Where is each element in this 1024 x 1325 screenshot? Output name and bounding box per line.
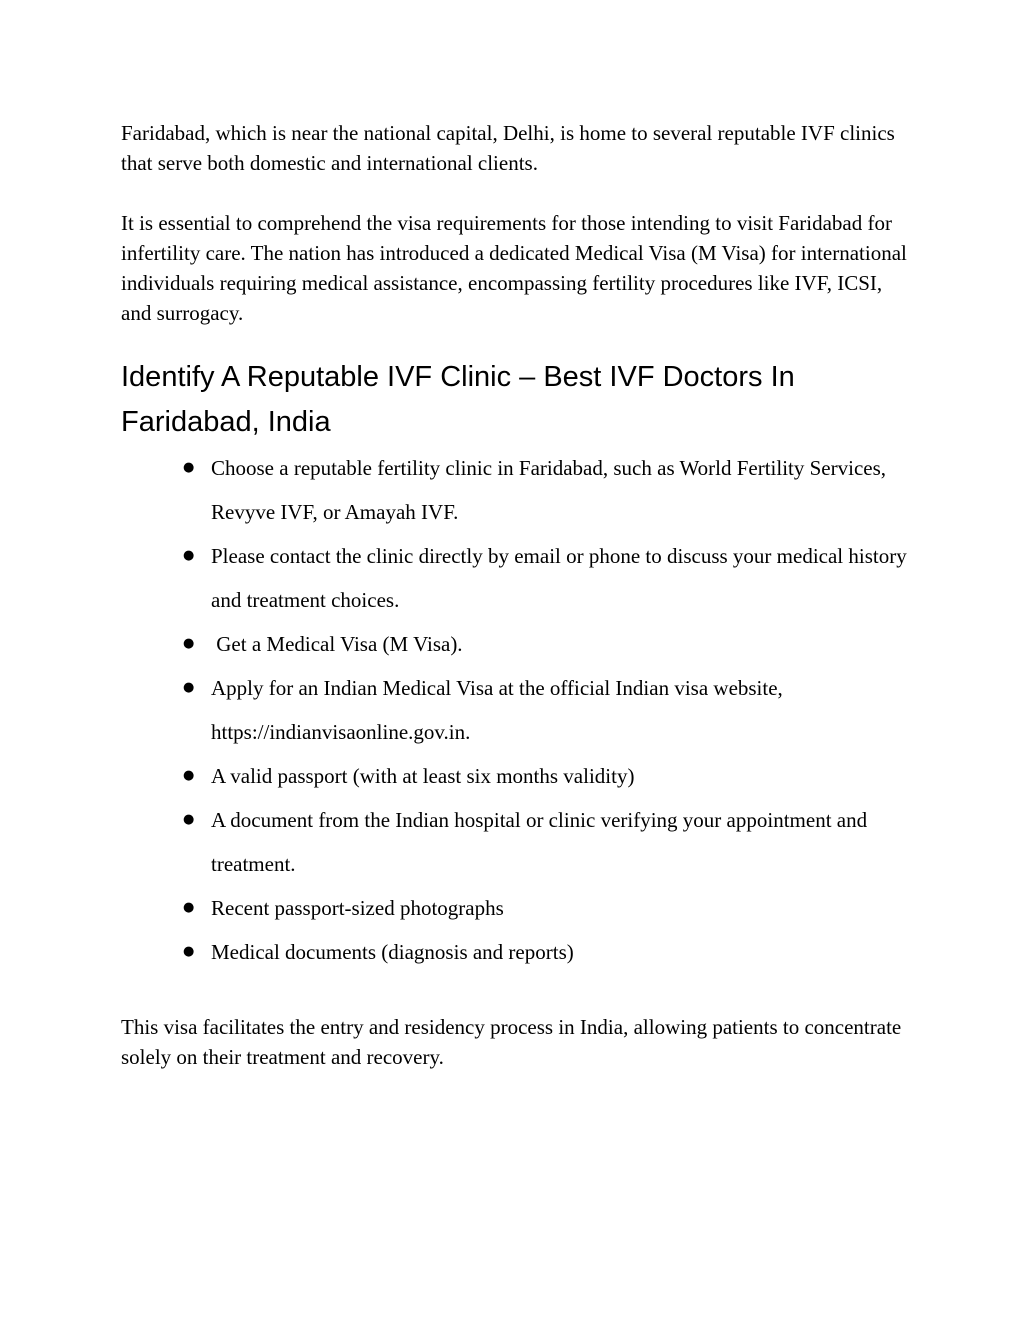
list-item [183,534,911,622]
document-page [121,118,911,1072]
bullet-icon: ● [183,460,195,475]
intro-paragraph: Faridabad, which is near the national capital, Delhi, is home to several reputable IVF clinics that serve both domestic and international clients. [121,121,895,175]
list-item [183,666,911,754]
list-item-text: Choose a reputable fertility clinic in Faridabad, such as World Fertility Services, Revyve IVF, or Amayah IVF. [211,456,887,524]
list-item-text: Medical documents (diagnosis and reports) [211,940,574,964]
list-item-text: Please contact the clinic directly by email or phone to discuss your medical history and treatment choices. [211,544,907,612]
list-item [183,754,911,798]
list-item [183,930,911,974]
closing-paragraph: This visa facilitates the entry and residency process in India, allowing patients to concentrate solely on their treatment and recovery. [121,1015,902,1069]
list-item [183,446,911,534]
list-item [183,886,911,930]
list-item-text: Recent passport-sized photographs [211,896,504,920]
bullet-icon: ● [183,768,195,783]
bullet-icon: ● [183,636,195,651]
bullet-icon: ● [183,548,195,563]
list-item-text: A valid passport (with at least six months validity) [211,764,635,788]
bullet-icon: ● [183,900,195,915]
list-item-text: A document from the Indian hospital or clinic verifying your appointment and treatment. [211,808,868,876]
list-item-text: Get a Medical Visa (M Visa). [211,632,463,656]
list-item-text: Apply for an Indian Medical Visa at the official Indian visa website, https://indianvisaonline.gov.in. [211,676,783,744]
list-item [183,798,911,886]
bullet-icon: ● [183,680,195,695]
bullet-icon: ● [183,812,195,827]
visa-requirements-paragraph: It is essential to comprehend the visa requirements for those intending to visit Faridabad for infertility care. The nation has introduced a dedicated Medical Visa (M Visa) for international individuals requiring medical assistance, encompassing fertility procedures like IVF, ICSI, and surrogacy. [121,211,907,325]
requirements-list [121,446,911,974]
list-item [183,622,911,666]
bullet-icon: ● [183,944,195,959]
section-heading: Identify A Reputable IVF Clinic – Best IVF Doctors In Faridabad, India [121,361,795,438]
